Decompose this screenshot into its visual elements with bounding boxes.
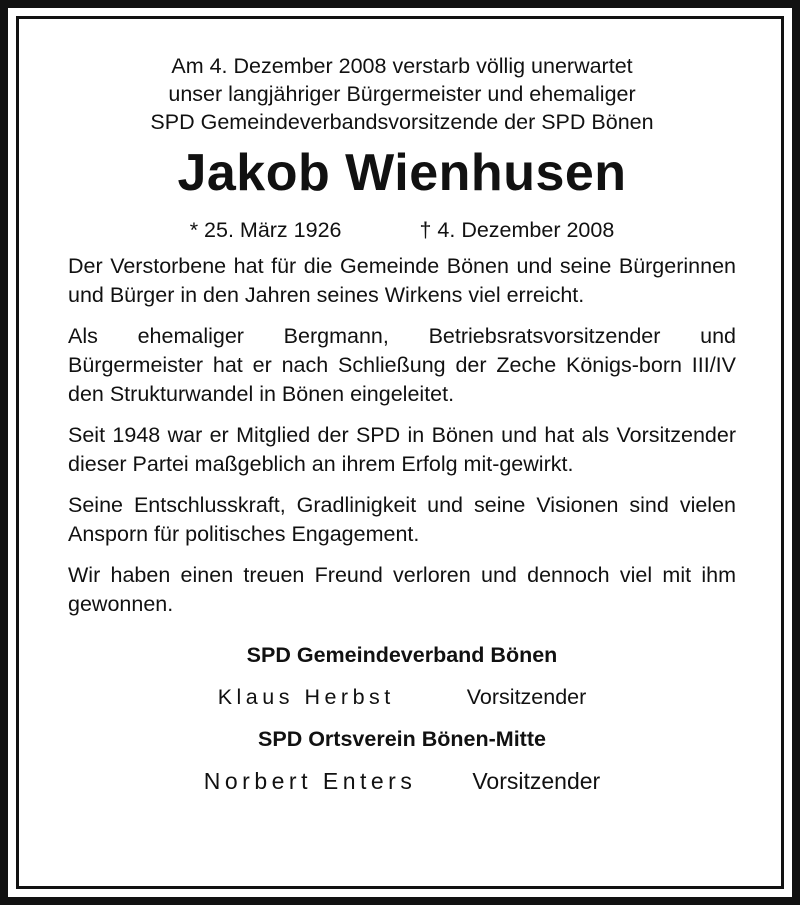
intro-line-2: unser langjähriger Bürgermeister und ehemaliger	[168, 82, 636, 106]
signatory-role-2: Vorsitzender	[472, 768, 601, 794]
obituary-notice	[68, 52, 736, 795]
paragraph-character: Seine Entschlusskraft, Gradlinigkeit und seine Visionen sind vielen Ansporn für politisches Engagement.	[68, 493, 736, 546]
death-date: † 4. Dezember 2008	[419, 218, 615, 242]
signature-org-2: SPD Ortsverein Bönen-Mitte	[258, 727, 546, 751]
paragraph-membership: Seit 1948 war er Mitglied der SPD in Bönen und hat als Vorsitzender dieser Partei maßgeblich an ihrem Erfolg mit-gewirkt.	[68, 423, 736, 476]
deceased-name: Jakob Wienhusen	[177, 144, 627, 202]
signatory-role-1: Vorsitzender	[466, 685, 587, 709]
signatory-name-1: Klaus Herbst	[217, 685, 395, 709]
paragraph-closing: Wir haben einen treuen Freund verloren und dennoch viel mit ihm gewonnen.	[68, 563, 736, 616]
paragraph-career: Als ehemaliger Bergmann, Betriebsratsvorsitzender und Bürgermeister hat er nach Schließung der Zeche Königs-born III/IV den Strukturwandel in Bönen eingeleitet.	[68, 324, 736, 406]
birth-date: * 25. März 1926	[189, 218, 342, 242]
paragraph-achievements: Der Verstorbene hat für die Gemeinde Bönen und seine Bürgerinnen und Bürger in den Jahren seines Wirkens viel erreicht.	[68, 254, 736, 307]
signatory-name-2: Norbert Enters	[203, 768, 417, 794]
signature-line-2	[68, 767, 736, 795]
intro-line-1: Am 4. Dezember 2008 verstarb völlig unerwartet	[171, 54, 633, 78]
signature-org-1: SPD Gemeindeverband Bönen	[246, 643, 558, 667]
life-dates	[68, 216, 736, 244]
intro-line-3: SPD Gemeindeverbandsvorsitzende der SPD Bönen	[150, 110, 654, 134]
signature-line-1	[68, 683, 736, 711]
